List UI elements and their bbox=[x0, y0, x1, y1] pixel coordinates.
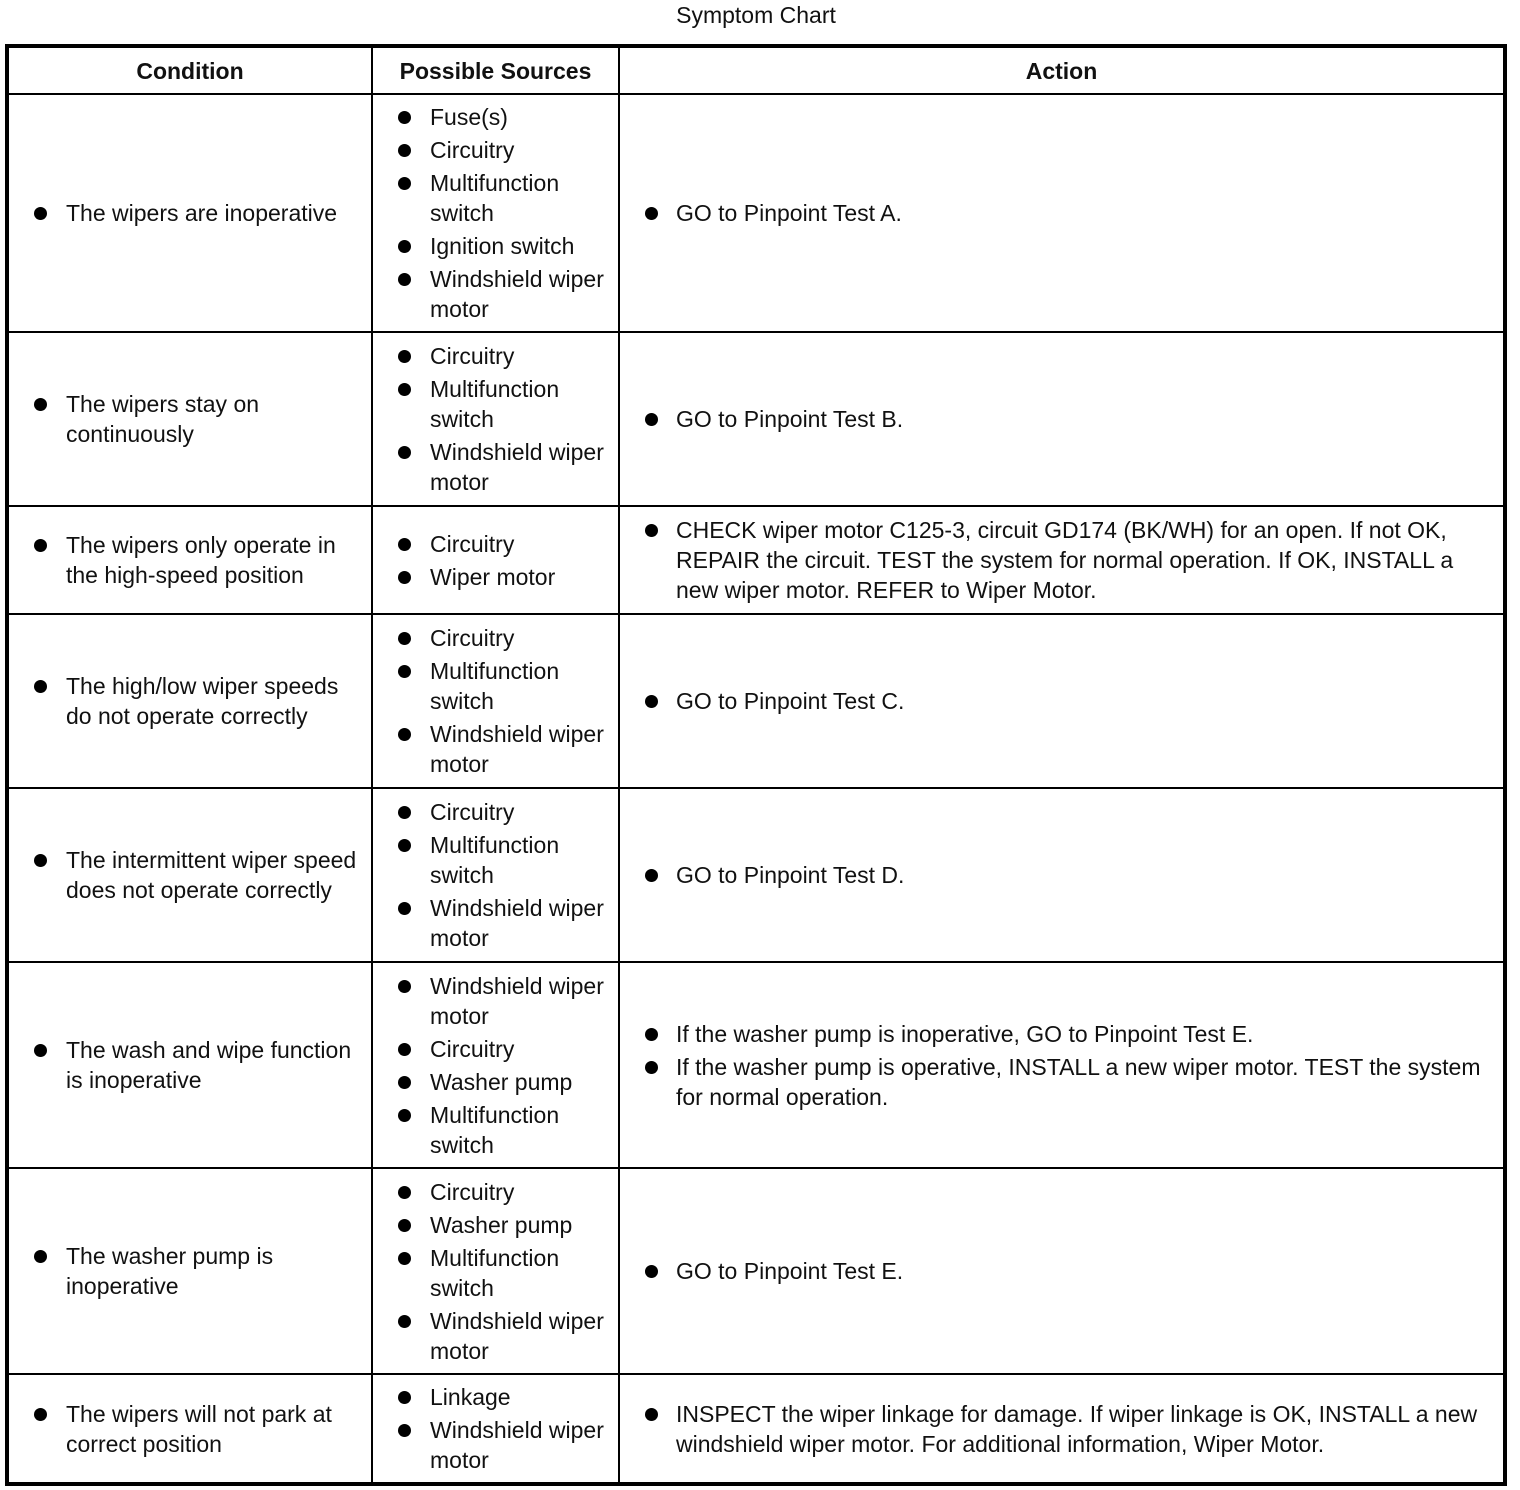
action-item: GO to Pinpoint Test C. bbox=[676, 686, 1481, 716]
source-item: Wiper motor bbox=[430, 562, 610, 592]
action-cell bbox=[619, 788, 1505, 962]
header-possible-sources: Possible Sources bbox=[372, 46, 619, 94]
action-cell bbox=[619, 332, 1505, 506]
source-item: Windshield wiper motor bbox=[430, 437, 610, 497]
source-item: Circuitry bbox=[430, 341, 610, 371]
condition-text: The intermittent wiper speed does not operate correctly bbox=[66, 845, 363, 905]
action-item: CHECK wiper motor C125-3, circuit GD174 (BK/WH) for an open. If not OK, REPAIR the circuit. TEST the system for normal operation. If OK, INSTALL a new wiper motor. REFER to Wiper Motor. bbox=[676, 515, 1481, 605]
source-item: Circuitry bbox=[430, 529, 610, 559]
source-item: Circuitry bbox=[430, 1034, 610, 1064]
table-header bbox=[7, 46, 1505, 94]
condition-text: The wipers are inoperative bbox=[66, 198, 363, 228]
condition-cell bbox=[7, 788, 372, 962]
header-action: Action bbox=[619, 46, 1505, 94]
action-cell bbox=[619, 94, 1505, 332]
source-item: Ignition switch bbox=[430, 231, 610, 261]
condition-cell bbox=[7, 962, 372, 1168]
table-row bbox=[7, 1374, 1505, 1484]
header-row bbox=[7, 46, 1505, 94]
sources-cell bbox=[372, 614, 619, 788]
source-item: Windshield wiper motor bbox=[430, 1306, 610, 1366]
condition-text: The wash and wipe function is inoperative bbox=[66, 1035, 363, 1095]
condition-cell bbox=[7, 332, 372, 506]
source-item: Washer pump bbox=[430, 1210, 610, 1240]
condition-cell bbox=[7, 506, 372, 614]
source-item: Windshield wiper motor bbox=[430, 893, 610, 953]
sources-cell bbox=[372, 506, 619, 614]
sources-cell bbox=[372, 962, 619, 1168]
condition-text: The wipers stay on continuously bbox=[66, 389, 363, 449]
action-cell bbox=[619, 506, 1505, 614]
action-cell bbox=[619, 614, 1505, 788]
condition-text: The washer pump is inoperative bbox=[66, 1241, 363, 1301]
table-row bbox=[7, 506, 1505, 614]
table-row bbox=[7, 788, 1505, 962]
source-item: Multifunction switch bbox=[430, 656, 610, 716]
table-row bbox=[7, 962, 1505, 1168]
sources-cell bbox=[372, 1374, 619, 1484]
source-item: Windshield wiper motor bbox=[430, 971, 610, 1031]
condition-cell bbox=[7, 1168, 372, 1374]
sources-cell bbox=[372, 332, 619, 506]
source-item: Windshield wiper motor bbox=[430, 1415, 610, 1475]
table-row bbox=[7, 94, 1505, 332]
source-item: Multifunction switch bbox=[430, 168, 610, 228]
condition-text: The wipers only operate in the high-speed position bbox=[66, 530, 363, 590]
source-item: Circuitry bbox=[430, 623, 610, 653]
action-item: If the washer pump is inoperative, GO to Pinpoint Test E. bbox=[676, 1019, 1481, 1049]
source-item: Circuitry bbox=[430, 135, 610, 165]
sources-cell bbox=[372, 1168, 619, 1374]
source-item: Multifunction switch bbox=[430, 1100, 610, 1160]
sources-cell bbox=[372, 94, 619, 332]
action-item: GO to Pinpoint Test A. bbox=[676, 198, 1481, 228]
source-item: Multifunction switch bbox=[430, 374, 610, 434]
chart-caption: Symptom Chart bbox=[676, 2, 836, 28]
action-item: GO to Pinpoint Test E. bbox=[676, 1256, 1481, 1286]
source-item: Circuitry bbox=[430, 797, 610, 827]
table-row bbox=[7, 332, 1505, 506]
condition-text: The wipers will not park at correct position bbox=[66, 1399, 363, 1459]
action-item: INSPECT the wiper linkage for damage. If wiper linkage is OK, INSTALL a new windshield wiper motor. For additional information, Wiper Motor. bbox=[676, 1399, 1481, 1459]
source-item: Linkage bbox=[430, 1382, 610, 1412]
condition-text: The high/low wiper speeds do not operate correctly bbox=[66, 671, 363, 731]
source-item: Multifunction switch bbox=[430, 1243, 610, 1303]
source-item: Windshield wiper motor bbox=[430, 719, 610, 779]
action-item: GO to Pinpoint Test D. bbox=[676, 860, 1481, 890]
action-cell bbox=[619, 1374, 1505, 1484]
source-item: Windshield wiper motor bbox=[430, 264, 610, 324]
source-item: Fuse(s) bbox=[430, 102, 610, 132]
condition-cell bbox=[7, 1374, 372, 1484]
table-row bbox=[7, 1168, 1505, 1374]
condition-cell bbox=[7, 614, 372, 788]
header-condition: Condition bbox=[7, 46, 372, 94]
source-item: Washer pump bbox=[430, 1067, 610, 1097]
action-cell bbox=[619, 962, 1505, 1168]
action-item: If the washer pump is operative, INSTALL a new wiper motor. TEST the system for normal operation. bbox=[676, 1053, 1481, 1110]
table-row bbox=[7, 614, 1505, 788]
sources-cell bbox=[372, 788, 619, 962]
condition-cell bbox=[7, 94, 372, 332]
action-cell bbox=[619, 1168, 1505, 1374]
source-item: Circuitry bbox=[430, 1177, 610, 1207]
action-item: GO to Pinpoint Test B. bbox=[676, 404, 1481, 434]
table-body bbox=[7, 94, 1505, 1484]
source-item: Multifunction switch bbox=[430, 830, 610, 890]
symptom-chart-table bbox=[5, 44, 1507, 1486]
